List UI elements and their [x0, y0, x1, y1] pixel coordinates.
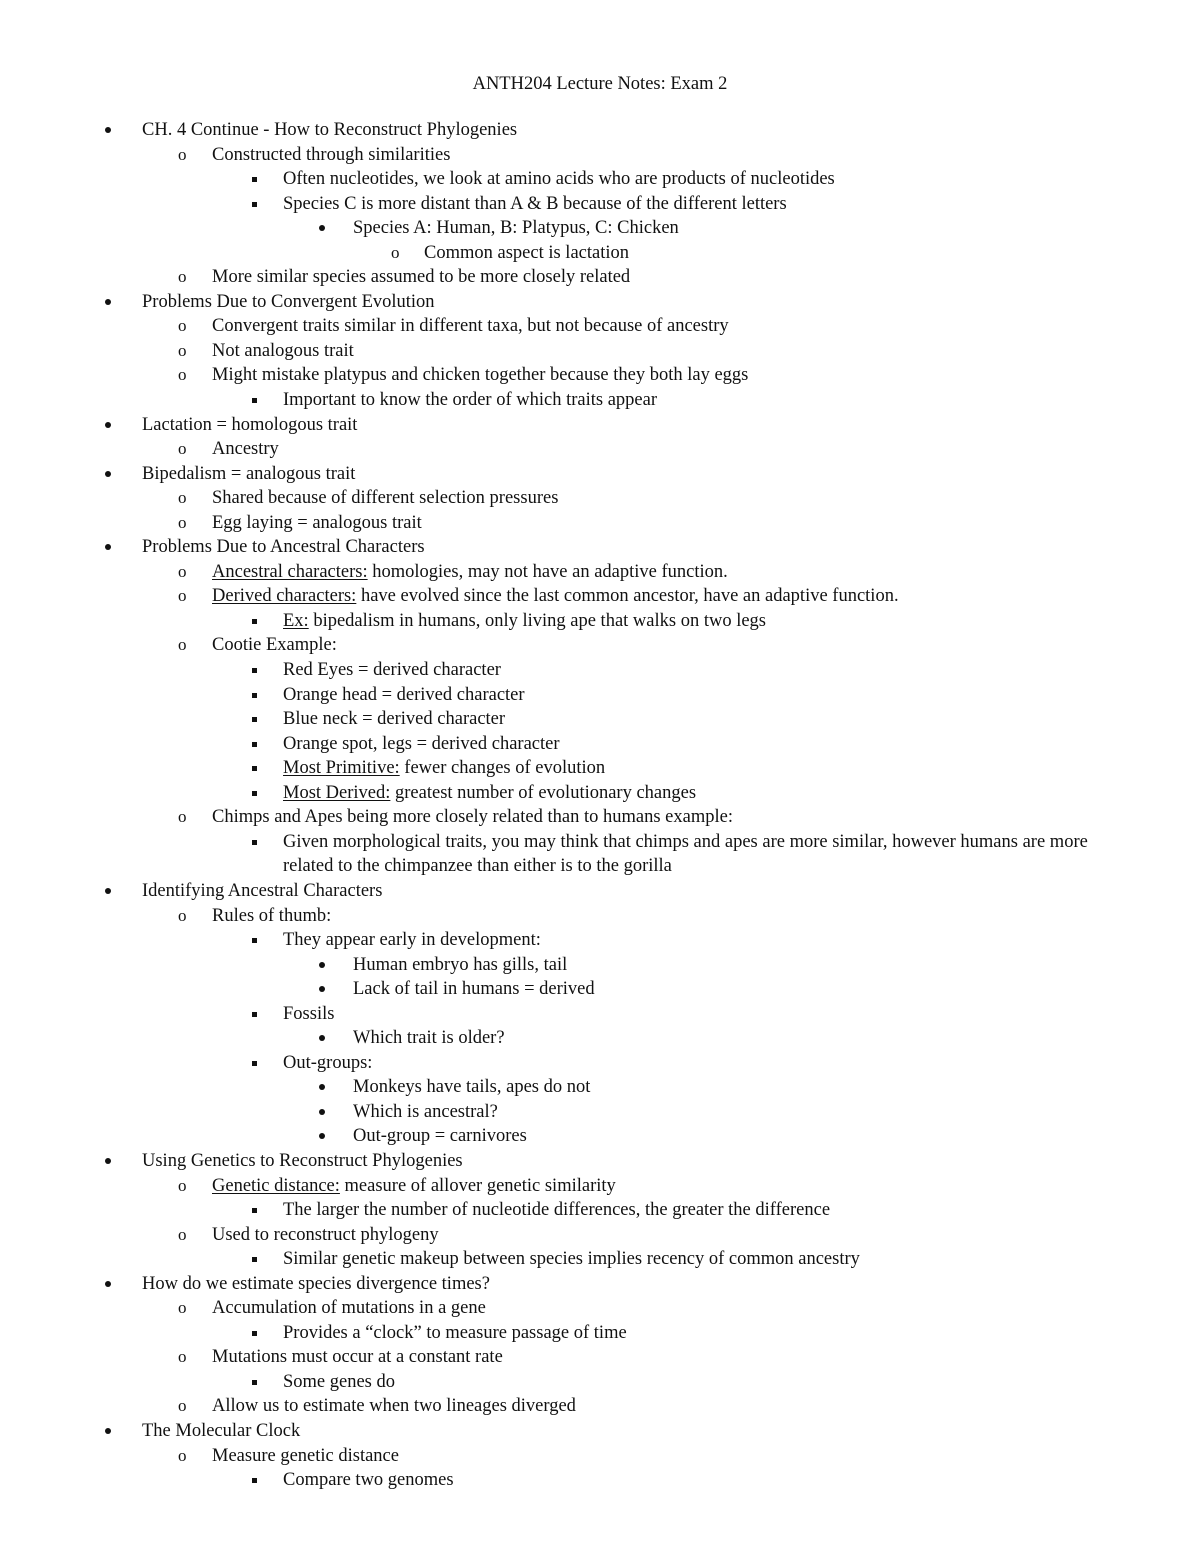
- hollow-bullet-marker: o: [178, 316, 187, 336]
- outline-item-level-1: [0, 1419, 1200, 1444]
- outline-item-level-4: [0, 1026, 1200, 1051]
- outline-item-text: Compare two genomes: [283, 1470, 454, 1491]
- hollow-bullet-marker: o: [178, 586, 187, 606]
- hollow-bullet-marker: o: [178, 144, 187, 164]
- outline-item-text: The larger the number of nucleotide differences, the greater the difference: [283, 1200, 831, 1221]
- outline-item-level-2: [0, 1394, 1200, 1419]
- outline-item-level-2: [0, 1444, 1200, 1469]
- outline-item-text: Measure genetic distance: [212, 1445, 399, 1466]
- outline-item-level-2: [0, 584, 1200, 609]
- outline-item-text: Lack of tail in humans = derived: [353, 979, 595, 1000]
- outline-item-text: Allow us to estimate when two lineages diverged: [212, 1396, 576, 1417]
- outline-item-text: Cootie Example:: [212, 635, 337, 656]
- term-definition: homologies, may not have an adaptive function.: [367, 561, 728, 582]
- outline-item-text: Given morphological traits, you may think that chimps and apes are more similar, however humans are more related to the chimpanzee than either is to the gorilla: [283, 831, 1088, 877]
- term-definition: bipedalism in humans, only living ape that walks on two legs: [308, 610, 767, 631]
- outline-item-level-1: [0, 1149, 1200, 1174]
- outline-item-text: CH. 4 Continue - How to Reconstruct Phylogenies: [142, 120, 518, 140]
- outline-item-text: Rules of thumb:: [212, 905, 332, 926]
- outline-item-level-3: [0, 683, 1200, 708]
- outline-item-level-3: [0, 1370, 1200, 1395]
- hollow-bullet-marker: o: [178, 1298, 187, 1318]
- outline-item-level-2: [0, 363, 1200, 388]
- outline-item-text: Problems Due to Convergent Evolution: [142, 291, 435, 312]
- outline-item-level-3: [0, 192, 1200, 217]
- outline-item-text: Used to reconstruct phylogeny: [212, 1224, 439, 1245]
- outline-item-level-2: [0, 805, 1200, 830]
- outline-item-text: Orange spot, legs = derived character: [283, 733, 560, 754]
- outline-item-level-4: [0, 977, 1200, 1002]
- outline-item-level-3: [0, 1321, 1200, 1346]
- hollow-bullet-marker: o: [178, 561, 187, 581]
- outline-item-level-3: [0, 928, 1200, 953]
- outline-item-level-2: [0, 560, 1200, 585]
- outline-item-text: Human embryo has gills, tail: [353, 954, 568, 975]
- outline-item-text: Species C is more distant than A & B because of the different letters: [283, 193, 787, 214]
- outline-item-text: [283, 609, 1113, 634]
- outline-item-text: Identifying Ancestral Characters: [142, 880, 383, 901]
- outline-item-text: Ancestry: [212, 439, 279, 460]
- hollow-bullet-marker: o: [178, 365, 187, 385]
- outline-item-text: [212, 584, 1200, 609]
- outline-item-text: Often nucleotides, we look at amino acids who are products of nucleotides: [283, 169, 835, 190]
- hollow-bullet-marker: o: [391, 242, 400, 262]
- outline-item-level-3: [0, 707, 1200, 732]
- underlined-term: Genetic distance:: [212, 1175, 340, 1196]
- outline-item-text: Using Genetics to Reconstruct Phylogenies: [142, 1150, 463, 1171]
- outline-item-text: Shared because of different selection pressures: [212, 488, 559, 509]
- outline-item-text: They appear early in development:: [283, 930, 541, 951]
- outline-item-text: Which is ancestral?: [353, 1101, 498, 1122]
- outline-item-level-2: [0, 1223, 1200, 1248]
- outline-item-text: [283, 781, 1113, 806]
- outline-item-text: [212, 560, 1200, 585]
- outline-item-level-1: [0, 118, 1200, 143]
- outline-item-level-2: [0, 437, 1200, 462]
- outline-item-text: More similar species assumed to be more closely related: [212, 267, 631, 288]
- outline-item-text: How do we estimate species divergence times?: [142, 1273, 490, 1294]
- outline-item-text: Some genes do: [283, 1371, 396, 1392]
- outline-item-text: Species A: Human, B: Platypus, C: Chicken: [353, 218, 679, 239]
- hollow-bullet-marker: o: [178, 905, 187, 925]
- hollow-bullet-marker: o: [178, 1396, 187, 1416]
- underlined-term: Derived characters:: [212, 586, 357, 607]
- outline-item-level-2: [0, 339, 1200, 364]
- outline-item-level-2: [0, 486, 1200, 511]
- term-definition: have evolved since the last common ancestor, have an adaptive function.: [356, 586, 899, 607]
- outline-item-text: The Molecular Clock: [142, 1420, 301, 1441]
- outline-item-text: Problems Due to Ancestral Characters: [142, 537, 425, 558]
- hollow-bullet-marker: o: [178, 488, 187, 508]
- outline-item-level-3: [0, 781, 1200, 806]
- outline-item-level-3: [0, 609, 1200, 634]
- outline-item-level-3: [0, 1051, 1200, 1076]
- hollow-bullet-marker: o: [178, 340, 187, 360]
- outline-item-text: Fossils: [283, 1003, 335, 1024]
- outline-item-level-4: [0, 1124, 1200, 1149]
- outline-item-level-3: [0, 830, 1200, 879]
- outline-item-level-3: [0, 658, 1200, 683]
- term-definition: greatest number of evolutionary changes: [390, 782, 697, 803]
- outline-item-level-4: [0, 1075, 1200, 1100]
- outline-item-text: Which trait is older?: [353, 1028, 505, 1049]
- hollow-bullet-marker: o: [178, 439, 187, 459]
- outline-item-level-1: [0, 879, 1200, 904]
- hollow-bullet-marker: o: [178, 512, 187, 532]
- outline-item-text: Out-groups:: [283, 1052, 373, 1073]
- outline-item-text: Provides a “clock” to measure passage of time: [283, 1322, 627, 1343]
- outline-item-level-4: [0, 1100, 1200, 1125]
- outline-item-text: Important to know the order of which traits appear: [283, 390, 657, 411]
- outline-item-text: Red Eyes = derived character: [283, 660, 501, 681]
- outline-item-level-2: [0, 1174, 1200, 1199]
- hollow-bullet-marker: o: [178, 635, 187, 655]
- outline-item-level-1: [0, 413, 1200, 438]
- outline-item-level-2: [0, 265, 1200, 290]
- outline-item-text: Accumulation of mutations in a gene: [212, 1298, 486, 1319]
- outline-item-text: Might mistake platypus and chicken together because they both lay eggs: [212, 365, 749, 386]
- outline-item-level-2: [0, 633, 1200, 658]
- outline-item-level-3: [0, 1468, 1200, 1493]
- term-definition: fewer changes of evolution: [399, 758, 606, 779]
- hollow-bullet-marker: o: [178, 1175, 187, 1195]
- hollow-bullet-marker: o: [178, 1347, 187, 1367]
- hollow-bullet-marker: o: [178, 1224, 187, 1244]
- outline-item-text: Constructed through similarities: [212, 144, 451, 165]
- underlined-term: Most Derived:: [283, 782, 391, 803]
- outline-item-level-2: [0, 1345, 1200, 1370]
- hollow-bullet-marker: o: [178, 807, 187, 827]
- outline-item-level-1: [0, 1272, 1200, 1297]
- outline-list: [0, 118, 1200, 1493]
- outline-item-text: [212, 1174, 1200, 1199]
- outline-item-text: Monkeys have tails, apes do not: [353, 1077, 591, 1098]
- outline-item-text: Chimps and Apes being more closely related than to humans example:: [212, 807, 733, 828]
- outline-item-level-3: [0, 756, 1200, 781]
- outline-item-text: Similar genetic makeup between species implies recency of common ancestry: [283, 1249, 860, 1270]
- outline-item-level-2: [0, 904, 1200, 929]
- outline-item-level-3: [0, 732, 1200, 757]
- outline-item-level-3: [0, 1247, 1200, 1272]
- outline-item-text: Lactation = homologous trait: [142, 414, 358, 435]
- outline-item-text: Orange head = derived character: [283, 684, 525, 705]
- term-definition: measure of allover genetic similarity: [339, 1175, 616, 1196]
- hollow-bullet-marker: o: [178, 1445, 187, 1465]
- outline-item-text: Bipedalism = analogous trait: [142, 463, 356, 484]
- outline-item-level-3: [0, 1002, 1200, 1027]
- outline-item-level-3: [0, 1198, 1200, 1223]
- outline-item-level-2: [0, 511, 1200, 536]
- outline-item-text: Mutations must occur at a constant rate: [212, 1347, 503, 1368]
- underlined-term: Ex:: [283, 610, 309, 631]
- outline-item-level-1: [0, 462, 1200, 487]
- outline-item-level-1: [0, 535, 1200, 560]
- outline-item-level-3: [0, 167, 1200, 192]
- outline-item-text: Convergent traits similar in different taxa, but not because of ancestry: [212, 316, 729, 337]
- outline-item-text: Common aspect is lactation: [424, 242, 629, 263]
- outline-item-text: Blue neck = derived character: [283, 709, 506, 730]
- outline-item-level-2: [0, 314, 1200, 339]
- outline-item-text: Egg laying = analogous trait: [212, 512, 422, 533]
- outline-item-level-4: [0, 216, 1200, 241]
- hollow-bullet-marker: o: [178, 267, 187, 287]
- outline-item-text: Out-group = carnivores: [353, 1126, 527, 1147]
- outline-item-level-5: [0, 241, 1200, 266]
- underlined-term: Ancestral characters:: [212, 561, 368, 582]
- outline-item-level-2: [0, 1296, 1200, 1321]
- outline-item-text: Not analogous trait: [212, 340, 354, 361]
- outline-item-level-3: [0, 388, 1200, 413]
- outline-item-level-4: [0, 953, 1200, 978]
- underlined-term: Most Primitive:: [283, 758, 400, 779]
- outline-item-level-2: [0, 143, 1200, 168]
- outline-item-level-1: [0, 290, 1200, 315]
- document-title: ANTH204 Lecture Notes: Exam 2: [472, 74, 728, 94]
- outline-item-text: [283, 756, 1113, 781]
